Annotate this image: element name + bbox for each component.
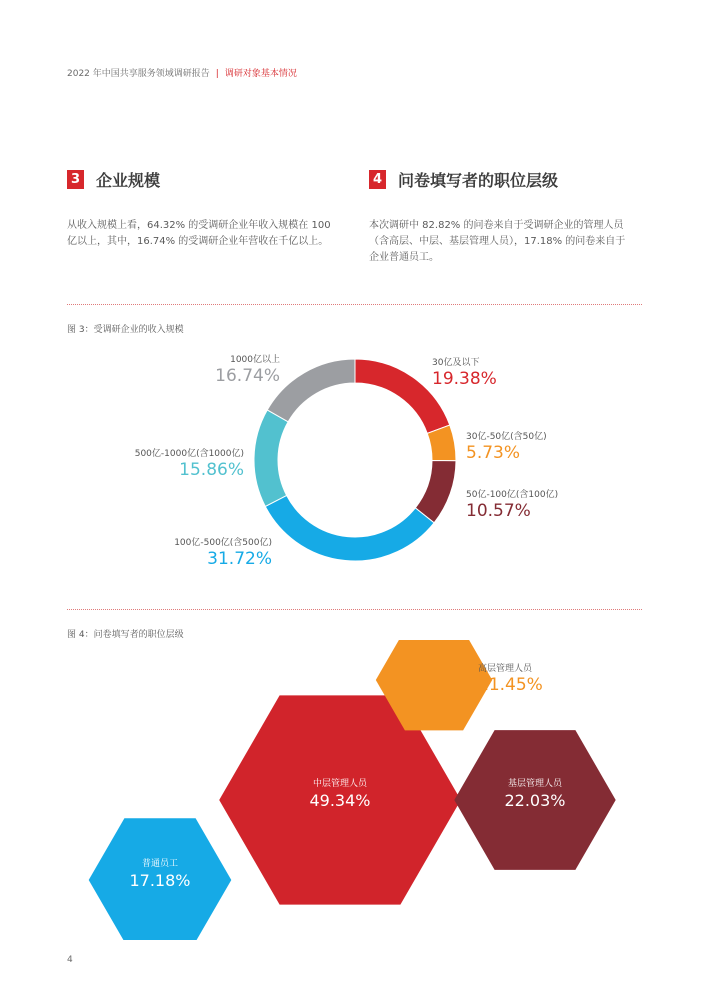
hex-outside-label-name: 高层管理人员 [478, 664, 533, 674]
revenue-donut-chart [0, 350, 710, 610]
running-header [67, 66, 297, 79]
hexagon-label-value: 49.34% [309, 791, 371, 810]
donut-label-3 [174, 535, 272, 569]
section-3-heading [67, 168, 160, 191]
donut-segment [254, 410, 288, 507]
figure-4-caption: 图 4：问卷填写者的职位层级 [67, 630, 184, 640]
section-4-text [369, 218, 659, 266]
donut-label-value: 31.72% [207, 549, 272, 569]
donut-label-0 [432, 355, 497, 389]
section-title: 企业规模 [96, 171, 161, 190]
donut-label-name: 30亿及以下 [432, 358, 480, 368]
hexagon-label-value: 17.18% [129, 871, 191, 890]
report-title: 2022 年中国共享服务领域调研报告 [67, 69, 210, 79]
donut-label-value: 15.86% [179, 460, 244, 480]
section-4-heading [369, 168, 558, 191]
position-level-hexagon-chart [0, 640, 710, 940]
section-number: 4 [369, 170, 386, 189]
text-line: 从收入规模上看，64.32% 的受调研企业年收入规模在 100 [67, 220, 331, 231]
donut-label-4 [135, 446, 244, 480]
text-line: 本次调研中 82.82% 的问卷来自于受调研企业的管理人员 [369, 220, 624, 231]
section-number: 3 [67, 170, 84, 189]
donut-label-value: 10.57% [466, 501, 531, 521]
donut-label-name: 1000亿以上 [230, 355, 280, 365]
hex-outside-label [478, 661, 543, 695]
page-number: 4 [67, 955, 73, 965]
hex-outside-label-value: 11.45% [478, 675, 543, 695]
donut-label-name: 500亿-1000亿(含1000亿) [134, 449, 244, 459]
header-separator: | [215, 69, 219, 79]
section-3-text [67, 218, 357, 250]
donut-label-2 [466, 487, 558, 521]
donut-segment [265, 495, 434, 561]
text-line: 企业普通员工。 [369, 252, 439, 263]
hexagon-label-name: 中层管理人员 [312, 779, 368, 789]
divider [67, 609, 642, 610]
section-title: 问卷填写者的职位层级 [398, 171, 559, 190]
donut-label-5 [215, 352, 280, 386]
hexagon-label-value: 22.03% [504, 791, 566, 810]
text-line: （含高层、中层、基层管理人员），17.18% 的问卷来自于 [369, 236, 626, 247]
divider [67, 304, 642, 305]
donut-label-name: 100亿-500亿(含500亿) [174, 538, 272, 548]
section-name: 调研对象基本情况 [224, 69, 297, 79]
donut-segment [267, 359, 355, 422]
figure-3-caption: 图 3：受调研企业的收入规模 [67, 325, 184, 335]
hexagon-label-name: 基层管理人员 [507, 779, 563, 789]
text-line: 亿以上，其中，16.74% 的受调研企业年营收在千亿以上。 [67, 236, 329, 247]
donut-label-value: 19.38% [432, 369, 497, 389]
donut-label-name: 50亿-100亿(含100亿) [466, 490, 559, 500]
donut-label-name: 30亿-50亿(含50亿) [466, 432, 547, 442]
donut-label-1 [466, 429, 547, 463]
donut-label-value: 16.74% [215, 366, 280, 386]
donut-label-value: 5.73% [466, 443, 521, 463]
hexagon-label-name: 普通员工 [141, 859, 179, 869]
